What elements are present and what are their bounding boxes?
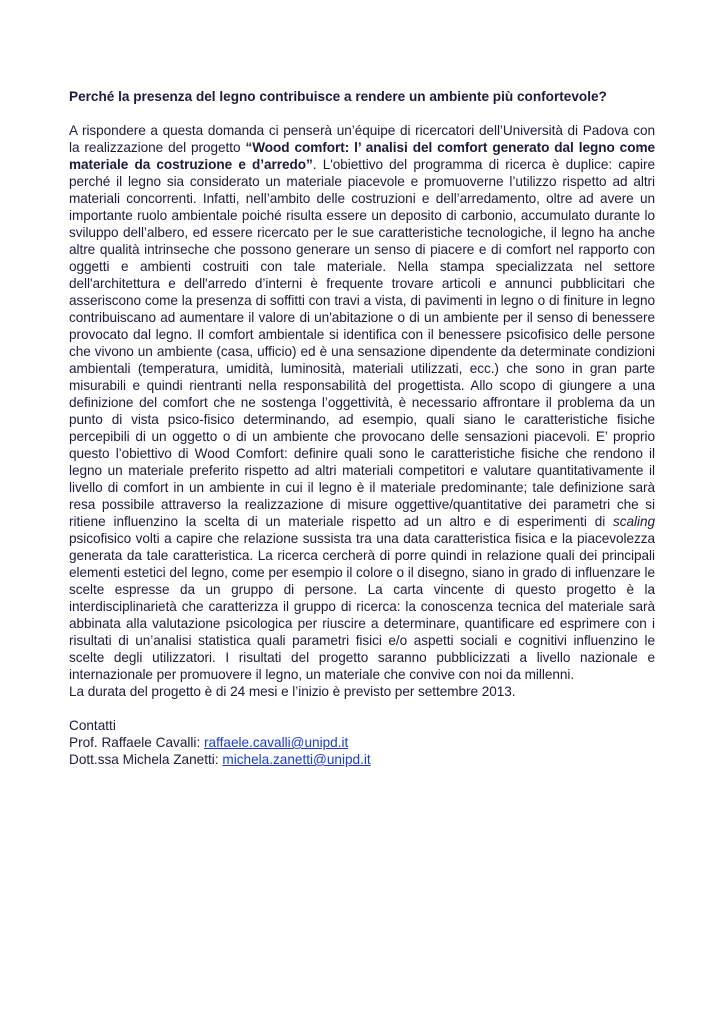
document-title: Perché la presenza del legno contribuisce a rendere un ambiente più confortevole? xyxy=(69,89,607,104)
scaling-term: scaling xyxy=(613,514,655,529)
document-body xyxy=(69,122,655,700)
document-page xyxy=(69,88,655,768)
project-title: “Wood comfort: l’ analisi del comfort generato dal legno come materiale da costruzione e d’arredo” xyxy=(69,140,655,172)
contacts-section xyxy=(69,717,655,768)
contact-label: Prof. Raffaele Cavalli: xyxy=(69,735,204,750)
body-text-part-a: . L'obiettivo del programma di ricerca è duplice: capire perché il legno sia considerato un materiale piacevole e promuoverne l’utilizzo rispetto ad altri materiali concorrenti. Infatti, nell’ambito delle costruzioni e dell’arredamento, oltre ad avere un importante ruolo ambientale poiché risulta essere un deposito di carbonio, accumulato durante lo sviluppo dell’albero, ed essere ricercato per le sue caratteristiche tecnologiche, il legno ha anche altre qualità intrinseche che possono generare un senso di piacere e di comfort nel rapporto con oggetti e ambienti costruiti con tale materiale. Nella stampa specializzata nel settore dell'architettura e dell'arredo d’interni è frequente trovare articoli e annunci pubblicitari che asseriscono come la presenza di soffitti con travi a vista, di pavimenti in legno o di finiture in legno contribuiscano ad aumentare il valore di un'abitazione o di un ambiente per il senso di benessere provocato dal legno. Il comfort ambientale si identifica con il benessere psicofisico delle persone che vivono un ambiente (casa, ufficio) ed è una sensazione dipendente da determinate condizioni ambientali (temperatura, umidità, luminosità, materiali utilizzati, ecc.) che sono in gran parte misurabili e quindi rientranti nella responsabilità del progettista. Allo scopo di giungere a una definizione del comfort che ne sostenga l’oggettività, è necessario affrontare il problema da un punto di vista psico-fisico determinando, ad esempio, quali siano le caratteristiche fisiche percepibili di un oggetto o di un ambiente che provocano delle sensazioni piacevoli. E’ proprio questo l’obiettivo di Wood Comfort: definire quali sono le caratteristiche fisiche che rendono il legno un materiale preferito rispetto ad altri materiali competitori e valutare quantitativamente il livello di comfort in un ambiente in cui il legno è il materiale predominante; tale definizione sarà resa possibile attraverso la realizzazione di misure oggettive/quantitative dei parametri che si ritiene influenzino la scelta di un materiale rispetto ad un altro e di esperimenti di xyxy=(69,157,655,529)
email-link[interactable]: michela.zanetti@unipd.it xyxy=(222,752,371,767)
contact-label: Dott.ssa Michela Zanetti: xyxy=(69,752,223,767)
main-paragraph xyxy=(69,122,655,683)
intro-text: A rispondere a questa domanda ci penserà un’équipe di ricercatori dell’Università di Padova con la realizzazione del progetto xyxy=(69,123,655,155)
contacts-heading: Contatti xyxy=(69,718,116,733)
email-link[interactable]: raffaele.cavalli@unipd.it xyxy=(204,735,349,750)
contact-line xyxy=(69,751,655,768)
contact-line xyxy=(69,734,655,751)
duration-paragraph: La durata del progetto è di 24 mesi e l’inizio è previsto per settembre 2013. xyxy=(69,684,516,699)
body-text-part-b: psicofisico volti a capire che relazione sussista tra una data caratteristica fisica e la piacevolezza generata da tale caratteristica. La ricerca cercherà di porre quindi in relazione quali dei principali elementi estetici del legno, come per esempio il colore o il disegno, siano in grado di influenzare le scelte espresse da un gruppo di persone. La carta vincente di questo progetto è la interdisciplinarietà che caratterizza il gruppo di ricerca: la conoscenza tecnica del materiale sarà abbinata alla valutazione psicologica per riuscire a determinare, quantificare ed esprimere con i risultati di un’analisi statistica quali parametri fisici e/o aspetti sociali e cognitivi influenzino le scelte degli utilizzatori. I risultati del progetto saranno pubblicizzati a livello nazionale e internazionale per promuovere il legno, un materiale che convive con noi da millenni. xyxy=(69,531,655,682)
